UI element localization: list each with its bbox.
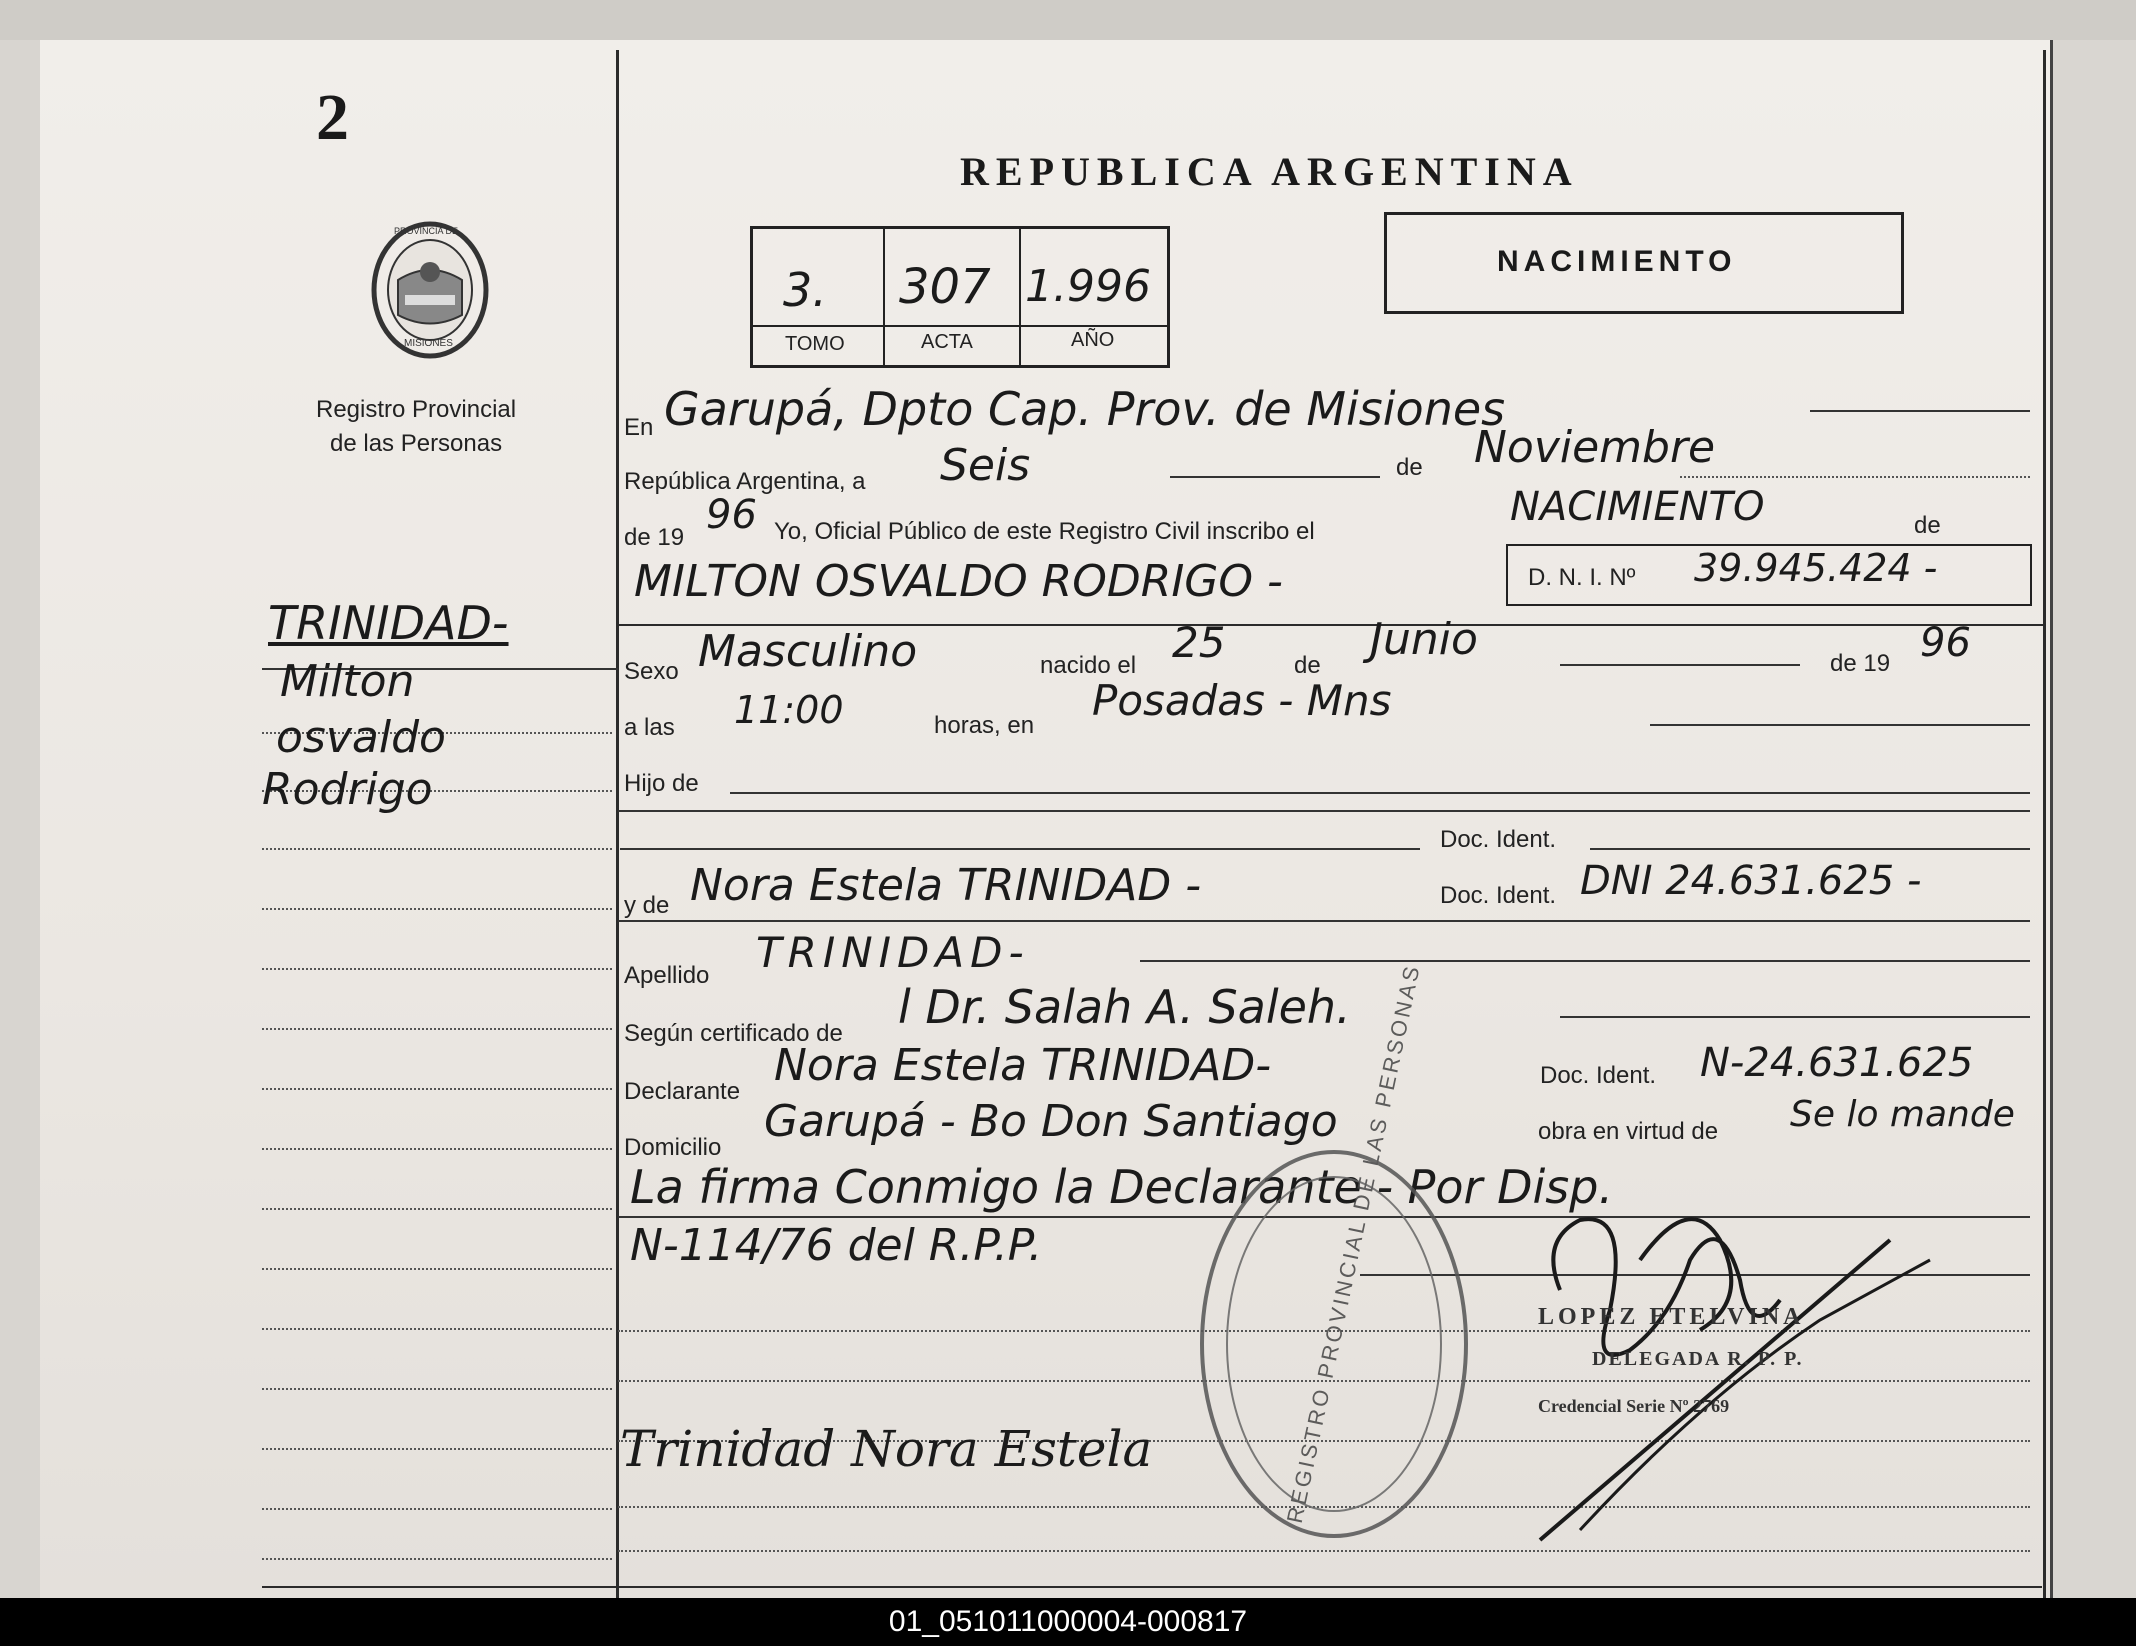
- note-line-1: La firma Conmigo la Declarante - Por Disp.: [630, 1160, 1614, 1214]
- en-label: En: [624, 414, 654, 441]
- segun-label: Según certificado de: [624, 1020, 843, 1047]
- tomo-value: 3.: [783, 263, 827, 317]
- place-value: Posadas - Mns: [1092, 676, 1392, 725]
- registry-stamp: [1200, 961, 1468, 1538]
- sexo-label: Sexo: [624, 658, 679, 685]
- left-column-border: [616, 50, 619, 1610]
- hour-value: 11:00: [734, 688, 844, 732]
- tomo-label: TOMO: [785, 333, 845, 355]
- seal-text-top: PROVINCIA DE: [394, 226, 459, 236]
- officer-name: LOPEZ ETELVINA: [1538, 1304, 1805, 1330]
- dni-value: 39.945.424 -: [1694, 546, 1938, 590]
- birth-day: 25: [1172, 618, 1226, 667]
- registry-name-line1: Registro Provincial: [316, 396, 517, 423]
- officer-role: DELEGADA R. P. P.: [1592, 1348, 1804, 1370]
- image-id-bar: [0, 1598, 2136, 1646]
- registry-name-line2: de las Personas: [330, 430, 503, 457]
- horas-label: horas, en: [934, 712, 1035, 739]
- record-box: [750, 226, 1170, 368]
- domicilio-label: Domicilio: [624, 1134, 722, 1161]
- anio-label: AÑO: [1071, 329, 1115, 351]
- obra-label: obra en virtud de: [1538, 1118, 1719, 1145]
- de-label-2: de: [1914, 512, 1941, 539]
- declarante-doc: N-24.631.625: [1700, 1040, 1974, 1086]
- month-value: Noviembre: [1474, 422, 1716, 473]
- note-line-2: N-114/76 del R.P.P.: [630, 1220, 1043, 1271]
- obra-value: Se lo mande: [1790, 1094, 2015, 1135]
- apellido-label: Apellido: [624, 962, 710, 989]
- document-page: [40, 40, 2050, 1600]
- en-value: Garupá, Dpto Cap. Prov. de Misiones: [664, 382, 1506, 436]
- margin-name3: Rodrigo: [262, 764, 433, 815]
- page-top-edge: [0, 0, 2136, 40]
- apellido-value: TRINIDAD-: [756, 928, 1030, 977]
- de19-label: de 19: [624, 524, 685, 551]
- mother-doc: DNI 24.631.625 -: [1580, 858, 1922, 904]
- declarante-label: Declarante: [624, 1078, 741, 1105]
- birth-month: Junio: [1370, 614, 1478, 665]
- declarant-signature: Trinidad Nora Estela: [620, 1420, 1153, 1478]
- officer-credential: Credencial Serie Nº 2769: [1538, 1396, 1730, 1416]
- republica-label: República Argentina, a: [624, 468, 866, 495]
- margin-surname: TRINIDAD-: [268, 596, 509, 650]
- seal-text-bottom: MISIONES: [404, 338, 453, 349]
- de-label-3: de: [1294, 652, 1321, 679]
- officer-signature: [1520, 1200, 1940, 1560]
- page-number: 2: [316, 81, 349, 154]
- alas-label: a las: [624, 714, 675, 741]
- segun-value: l Dr. Salah A. Saleh.: [898, 980, 1351, 1034]
- mother-name: Nora Estela TRINIDAD -: [690, 860, 1202, 911]
- dni-box: [1506, 544, 2032, 606]
- stamp-ring-text: REGISTRO PROVINCIAL DE LAS PERSONAS: [1281, 961, 1425, 1526]
- day-value: Seis: [940, 440, 1031, 491]
- page-left-edge: [0, 40, 40, 1600]
- dni-label: D. N. I. Nº: [1528, 564, 1636, 591]
- margin-name2: osvaldo: [276, 712, 446, 763]
- anio-value: 1.996: [1025, 261, 1151, 312]
- margin-name1: Milton: [280, 656, 415, 707]
- year-value: 96: [706, 492, 757, 538]
- hijo-label: Hijo de: [624, 770, 699, 797]
- birth-year: 96: [1920, 620, 1971, 666]
- nacimiento-box: [1384, 212, 1904, 314]
- next-page-edge: [2050, 40, 2136, 1600]
- doc-ident-label-3: Doc. Ident.: [1540, 1062, 1657, 1089]
- image-id: 01_051011000004-000817: [888, 1605, 1248, 1638]
- nacido-label: nacido el: [1040, 652, 1137, 679]
- doc-ident-label-2: Doc. Ident.: [1440, 882, 1557, 909]
- de19-label-2: de 19: [1830, 650, 1891, 677]
- de-label: de: [1396, 454, 1423, 481]
- declarante-value: Nora Estela TRINIDAD-: [774, 1040, 1272, 1091]
- nacimiento-title: NACIMIENTO: [1497, 245, 1737, 278]
- country-title: REPUBLICA ARGENTINA: [960, 149, 1579, 194]
- acta-value: 307: [899, 259, 991, 315]
- doc-ident-label: Doc. Ident.: [1440, 826, 1557, 853]
- acto-value: NACIMIENTO: [1510, 484, 1765, 530]
- sexo-value: Masculino: [698, 626, 918, 677]
- child-name: MILTON OSVALDO RODRIGO -: [634, 556, 1283, 607]
- acta-label: ACTA: [921, 331, 973, 353]
- yde-label: y de: [624, 892, 670, 919]
- yo-label: Yo, Oficial Público de este Registro Civil inscribo el: [774, 518, 1315, 545]
- domicilio-value: Garupá - Bo Don Santiago: [764, 1096, 1338, 1147]
- right-column-border: [2043, 50, 2046, 1610]
